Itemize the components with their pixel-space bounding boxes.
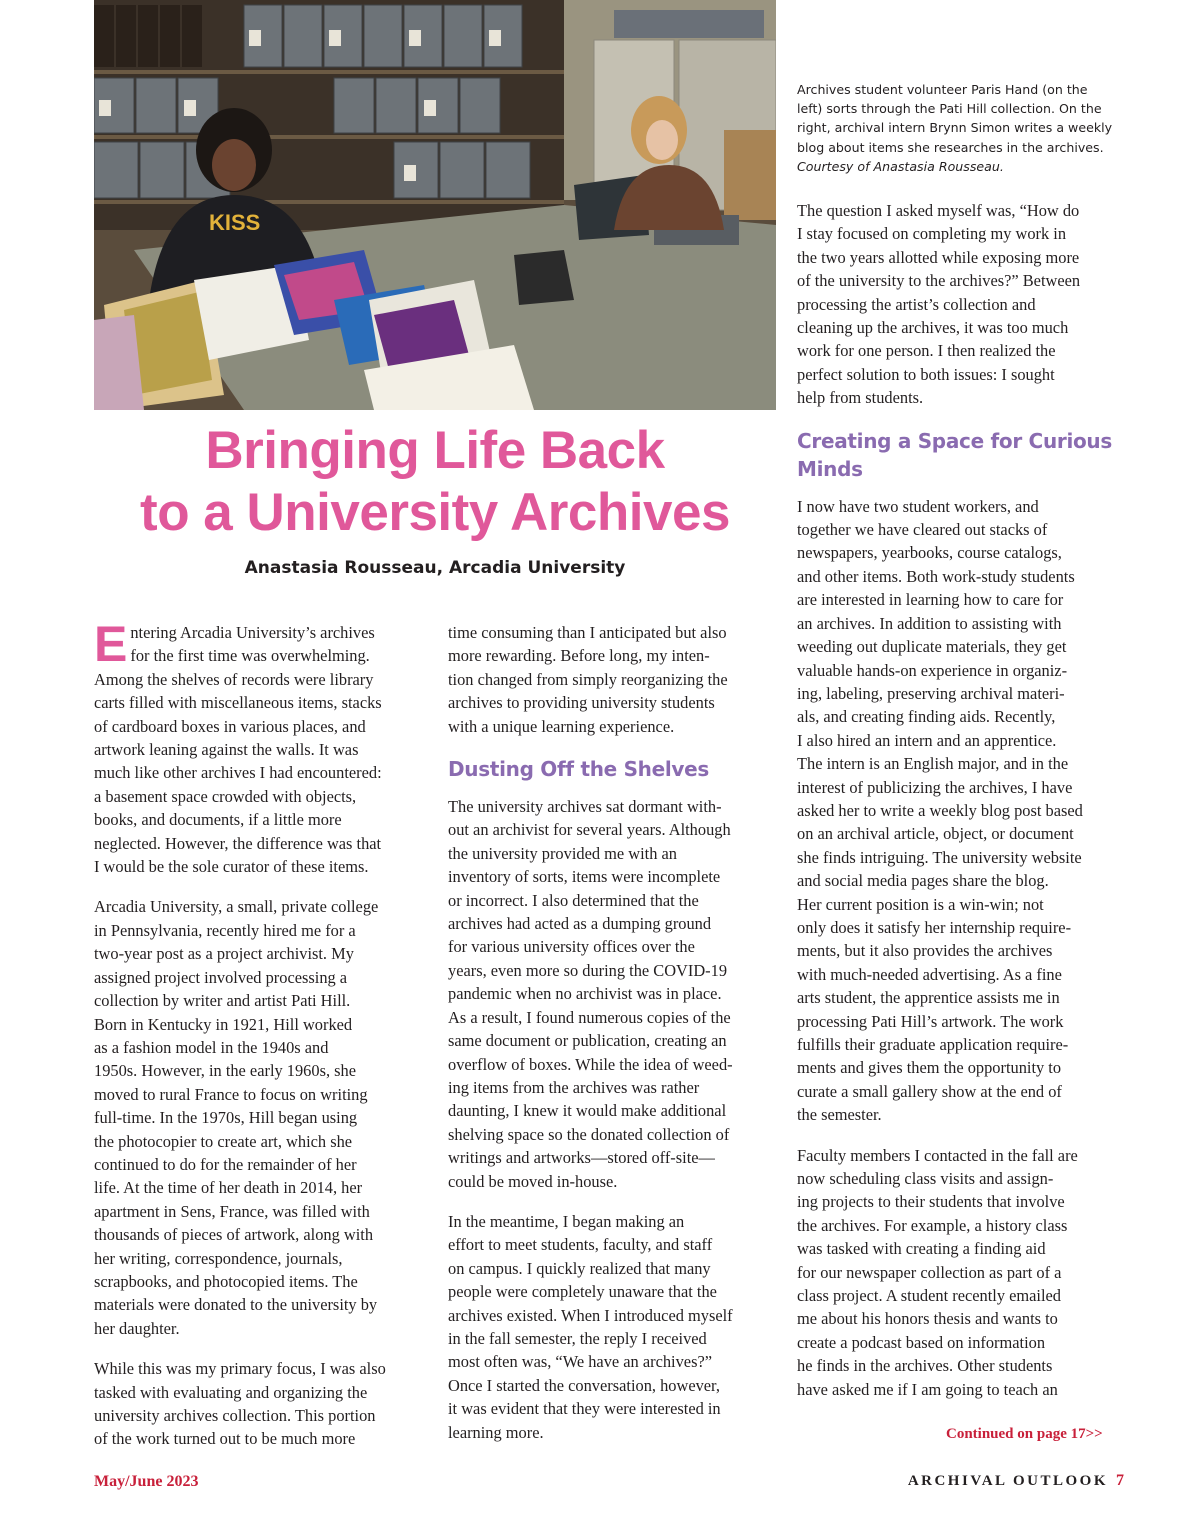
text-line: curate a small gallery show at the end of [797,1081,1062,1101]
text-line: pandemic when no archivist was in place. [448,984,722,1004]
text-line: learning more. [448,1422,544,1442]
title-line-1: Bringing Life Back [205,421,665,480]
text-line: and other items. Both work-study students [797,566,1075,586]
paragraph [94,616,430,878]
text-line: interest of publicizing the archives, I have [797,777,1073,797]
text-line: the photocopier to create art, which she [94,1131,353,1151]
text-line: Her current position is a win-win; not [797,894,1044,914]
continued-link[interactable]: Continued on page 17>> [946,1426,1103,1442]
text-line: Born in Kentucky in 1921, Hill worked [94,1014,353,1034]
text-line: university archives collection. This portion [94,1406,376,1425]
text-line: together we have cleared out stacks of [797,520,1048,540]
text-line: in the fall semester, the reply I received [448,1328,707,1348]
text-line: now scheduling class visits and assign- [797,1169,1054,1189]
text-line: it was evident that they were interested in [448,1399,721,1419]
text-line: cleaning up the archives, it was too much [797,318,1069,338]
text-line: processing Pati Hill’s artwork. The work [797,1011,1064,1031]
text-line: are interested in learning how to care for [797,590,1064,610]
text-line: fulfills their graduate application require- [797,1035,1069,1054]
text-line: The question I asked myself was, “How do [797,201,1080,220]
text-line: for the first time was overwhelming. [130,646,370,666]
archives-room-photo [94,0,776,410]
text-line: same document or publication, creating an [448,1031,727,1051]
text-line: her daughter. [94,1318,180,1338]
text-line: weeding out duplicate materials, they get [797,637,1067,657]
text-line: While this was my primary focus, I was also [94,1359,386,1379]
text-line: with a unique learning experience. [448,716,675,736]
text-line: the archives. For example, a history class [797,1215,1068,1235]
photo-caption [797,80,1127,176]
title-line-2: to a University Archives [140,483,730,542]
section-heading-dusting: Dusting Off the Shelves [448,757,710,782]
caption-line: right, archival intern Brynn Simon writes a weekly [797,120,1113,136]
text-line: writings and artworks—stored off-site— [448,1148,715,1168]
text-line: shelving space so the donated collection of [448,1124,730,1144]
text-line: ing items from the archives was rather [448,1077,700,1097]
text-line: most often was, “We have an archives?” [448,1352,713,1372]
text-line: inventory of sorts, items were incomplete [448,867,721,887]
text-line: full-time. In the 1970s, Hill began using [94,1108,358,1128]
text-line: tasked with evaluating and organizing the [94,1382,368,1402]
text-line: for our newspaper collection as part of a [797,1262,1062,1282]
caption-line: blog about items she researches in the archives. [797,139,1104,155]
text-line: two-year post as a project archivist. My [94,944,354,964]
text-line: materials were donated to the university by [94,1295,378,1315]
text-line: she finds intriguing. The university website [797,847,1082,867]
text-line: archives had acted as a dumping ground [448,914,712,934]
text-line: the two years allotted while exposing more [797,247,1080,267]
text-line: out an archivist for several years. Although [448,820,731,840]
text-line: I would be the sole curator of these items. [94,857,369,877]
text-line: years, even more so during the COVID-19 [448,960,728,980]
text-line: with much-needed advertising. As a fine [797,964,1062,984]
text-line: carts filled with miscellaneous items, stacks [94,693,382,713]
text-line: for various university offices over the [448,937,695,957]
text-line: neglected. However, the difference was that [94,833,382,853]
text-line: I now have two student workers, and [797,496,1039,516]
text-line: much like other archives I had encountered: [94,763,382,783]
text-line: the university provided me with an [448,843,677,863]
shelving [94,0,564,230]
text-line: work for one person. I then realized the [797,341,1056,361]
text-line: more rewarding. Before long, my inten- [448,646,710,666]
text-line: of cardboard boxes in various places, and [94,716,366,736]
text-line: ntering Arcadia University’s archives [130,623,375,642]
text-line: als, and creating finding aids. Recently, [797,707,1056,727]
text-line: or incorrect. I also determined that the [448,890,699,910]
text-line: could be moved in-house. [448,1171,618,1191]
text-line: on campus. I quickly realized that many [448,1258,711,1278]
text-line: In the meantime, I began making an [448,1211,685,1231]
paragraph [94,895,430,1340]
text-line: Arcadia University, a small, private college [94,897,379,917]
caption-line: left) sorts through the Pati Hill collection. On the [797,101,1102,117]
text-line: collection by writer and artist Pati Hill. [94,991,351,1011]
text-line: artwork leaning against the walls. It was [94,740,359,760]
text-line: ing projects to their students that involve [797,1192,1065,1212]
paragraph [797,199,1129,410]
text-line: an archives. In addition to assisting with [797,613,1062,633]
text-line: apartment in Sens, France, was filled with [94,1201,370,1221]
text-line: in Pennsylvania, recently hired me for a [94,920,356,940]
text-line: on an archival article, object, or document [797,824,1074,844]
text-line: time consuming than I anticipated but also [448,623,727,642]
shirt-logo: KISS [209,210,261,235]
text-line: I also hired an intern and an apprentice. [797,730,1057,750]
text-line: he finds in the archives. Other students [797,1356,1053,1376]
text-line: ments, but it also provides the archives [797,941,1053,961]
text-line: of the work turned out to be much more [94,1429,356,1449]
column-1 [94,616,430,1468]
text-line: as a fashion model in the 1940s and [94,1037,329,1057]
text-line: people were completely unaware that the [448,1282,717,1302]
text-line: life. At the time of her death in 2014, her [94,1178,363,1198]
text-line: arts student, the apprentice assists me in [797,988,1060,1008]
text-line: of the university to the archives?” Between [797,271,1081,291]
text-line: help from students. [797,388,924,408]
heading-line: Minds [797,456,863,481]
text-line: continued to do for the remainder of her [94,1154,357,1174]
text-line: 1950s. However, in the early 1960s, she [94,1061,356,1081]
article-title [94,420,776,544]
column-3 [797,199,1129,1418]
text-line: class project. A student recently emailed [797,1286,1061,1306]
caption-line: Archives student volunteer Paris Hand (on the [797,82,1088,97]
text-line: newspapers, yearbooks, course catalogs, [797,543,1062,563]
text-line: valuable hands-on experience in organiz- [797,660,1068,680]
text-line: ing, labeling, preserving archival materi- [797,683,1065,703]
text-line: daunting, I knew it would make additional [448,1101,727,1121]
byline: Anastasia Rousseau, Arcadia University [244,558,626,578]
text-line: effort to meet students, faculty, and staff [448,1235,713,1255]
paragraph [448,1210,778,1444]
text-line: scrapbooks, and photocopied items. The [94,1271,358,1291]
article-photo [94,0,776,410]
running-footer [908,1472,1124,1490]
paragraph [448,795,778,1193]
text-line: create a podcast based on information [797,1332,1046,1352]
text-line: Among the shelves of records were library [94,669,374,689]
text-line: assigned project involved processing a [94,967,348,987]
text-line: processing the artist’s collection and [797,294,1036,314]
publication-name: ARCHIVAL OUTLOOK [907,1473,1108,1489]
paragraph [797,495,1129,1127]
text-line: ments and gives them the opportunity to [797,1058,1062,1078]
photo-credit: Courtesy of Anastasia Rousseau. [797,158,1004,174]
paragraph [448,621,778,738]
text-line: was tasked with creating a finding aid [797,1239,1046,1259]
drop-cap: E [94,616,128,672]
text-line: Faculty members I contacted in the fall are [797,1145,1078,1165]
text-line: asked her to write a weekly blog post based [797,800,1083,820]
text-line: me about his honors thesis and wants to [797,1309,1058,1329]
text-line: As a result, I found numerous copies of the [448,1007,731,1027]
text-line: moved to rural France to focus on writing [94,1084,368,1104]
text-line: archives existed. When I introduced myself [448,1305,733,1325]
text-line: thousands of pieces of artwork, along with [94,1225,374,1245]
section-heading-creating [797,427,1129,483]
text-line: Once I started the conversation, however, [448,1375,720,1395]
text-line: and social media pages share the blog. [797,871,1049,891]
text-line: overflow of boxes. While the idea of weed- [448,1054,733,1074]
text-line: the semester. [797,1105,882,1125]
text-line: only does it satisfy her internship require- [797,917,1072,937]
heading-line: Creating a Space for Curious [797,428,1112,453]
text-line: her writing, correspondence, journals, [94,1248,343,1268]
text-line: archives to providing university students [448,693,715,713]
text-line: have asked me if I am going to teach an [797,1379,1058,1399]
page-number: 7 [1116,1472,1124,1489]
text-line: a basement space crowded with objects, [94,786,357,806]
paragraph [94,1357,430,1451]
text-line: The university archives sat dormant with- [448,797,722,817]
text-line: The intern is an English major, and in the [797,754,1069,774]
issue-date: May/June 2023 [94,1473,199,1490]
text-line: tion changed from simply reorganizing the [448,669,728,689]
text-line: I stay focused on completing my work in [797,224,1067,244]
column-2 [448,621,778,1461]
text-line: books, and documents, if a little more [94,810,342,830]
text-line: perfect solution to both issues: I sought [797,364,1055,384]
paragraph [797,1144,1129,1401]
